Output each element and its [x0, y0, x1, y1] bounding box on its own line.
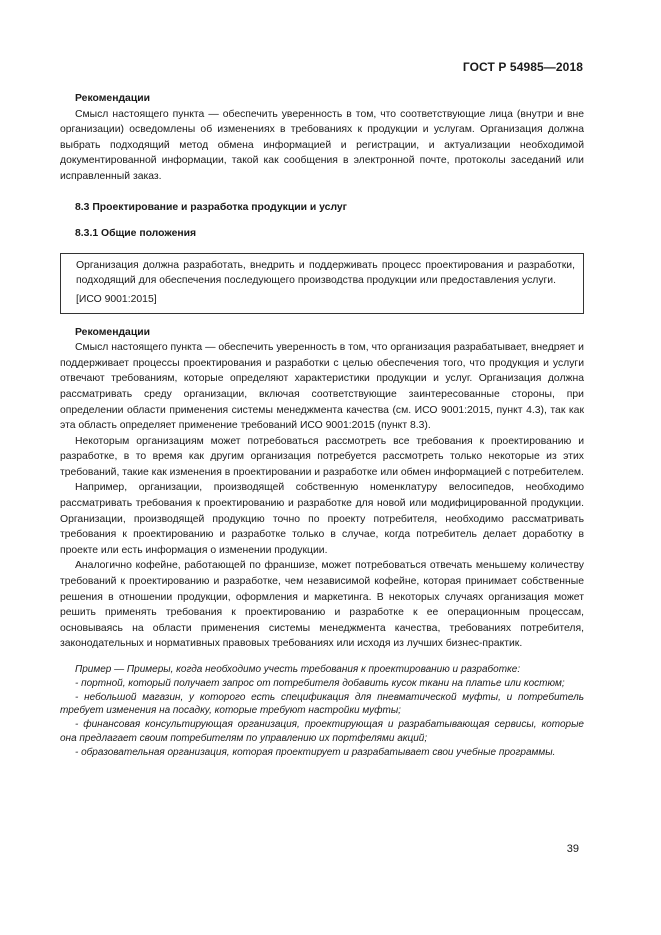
recommendations-heading-1: Рекомендации — [75, 93, 151, 104]
example-block — [60, 663, 584, 760]
requirement-reference: [ИСО 9001:2015] — [76, 293, 157, 305]
example-item: - небольшой магазин, у которого есть спецификация для пневматической муфты, и потребитель требует изменения на посадку, которые требуют настройки муфты; — [60, 691, 584, 717]
page-content — [60, 91, 584, 760]
example-intro: Пример — Примеры, когда необходимо учесть требования к проектированию и разработке: — [75, 664, 521, 675]
recommendations-heading-2: Рекомендации — [75, 326, 151, 338]
document-number: ГОСТ Р 54985—2018 — [462, 60, 583, 74]
subsection-heading: 8.3.1 Общие положения — [75, 228, 197, 240]
recommendations-paragraph: Смысл настоящего пункта — обеспечить уверенность в том, что организация разрабатывает, внедряет и поддерживает процессы проектирования и разработки с целью обеспечения того, что продукция и услуги отвечают требованиям, которые определяют характеристики продукции и услуг. Организация должна рассматривать среду организации, включая соответствующие заинтересованные стороны, при определении области применения системы менеджмента качества (см. ИСО 9001:2015, пункт 4.3), так как эта область определяет применение требований ИСО 9001:2015 (пункт 8.3). — [60, 342, 584, 432]
recommendations-paragraph: Некоторым организациям может потребоваться рассмотреть все требования к проектированию и разработке, в то время как другим организация потребуется рассмотреть только некоторые из этих требований, такие как изменения в проектировании и разработке или обмен информацией с потребителем. — [60, 435, 584, 478]
example-item: - образовательная организация, которая проектирует и разрабатывает свои учебные программы. — [75, 746, 556, 758]
example-item: - финансовая консультирующая организация, проектирующая и разрабатывающая сервисы, которые она предлагает своим потребителям по управлению их портфелями акций; — [60, 719, 584, 744]
requirement-box — [60, 253, 584, 314]
example-item: - портной, который получает запрос от потребителя добавить кусок ткани на платье или костюм; — [75, 677, 565, 689]
recommendations-paragraph: Аналогично кофейне, работающей по франшизе, может потребоваться отвечать меньшему количеству требований к проектированию и разработке, чем независимой кофейне, которая принимает собственные решения в отношении продукции, оформления и маркетинга. В некоторых случаях организация может решить применять требования к проектированию и разработке к ее операционным процессам, основываясь на области применения системы менеджмента качества, требованиях потребителя, законодательных и нормативных правовых требованиях или исходя из лучших бизнес-практик. — [60, 560, 584, 650]
section-heading: 8.3 Проектирование и разработка продукции и услуг — [75, 201, 348, 213]
requirement-text: Организация должна разработать, внедрить и поддерживать процесс проектирования и разработки, подходящий для обеспечения последующего производства продукции или предоставления услуги. — [76, 259, 575, 287]
recommendations-text-1: Смысл настоящего пункта — обеспечить уверенность в том, что соответствующие лица (внутри и вне организации) осведомлены об изменениях в требованиях к продукции и услугам. Организация должна выбрать подходящий метод обмена информацией и регистрации, и актуализации необходимой документированной информации, такой как сообщения в электронной почте, протоколы заседаний или исправленный заказ. — [60, 108, 584, 182]
page-number: 39 — [566, 843, 579, 855]
recommendations-paragraph: Например, организации, производящей собственную номенклатуру велосипедов, необходимо рассматривать требования к проектированию и разработке для новой или модифицированной продукции. Организации, производящей продукцию точно по проекту потребителя, необходимо рассматривать требования к проектированию и разработке только в случае, когда потребитель делает доработку в проекте или есть информация о изменении продукции. — [60, 482, 584, 556]
